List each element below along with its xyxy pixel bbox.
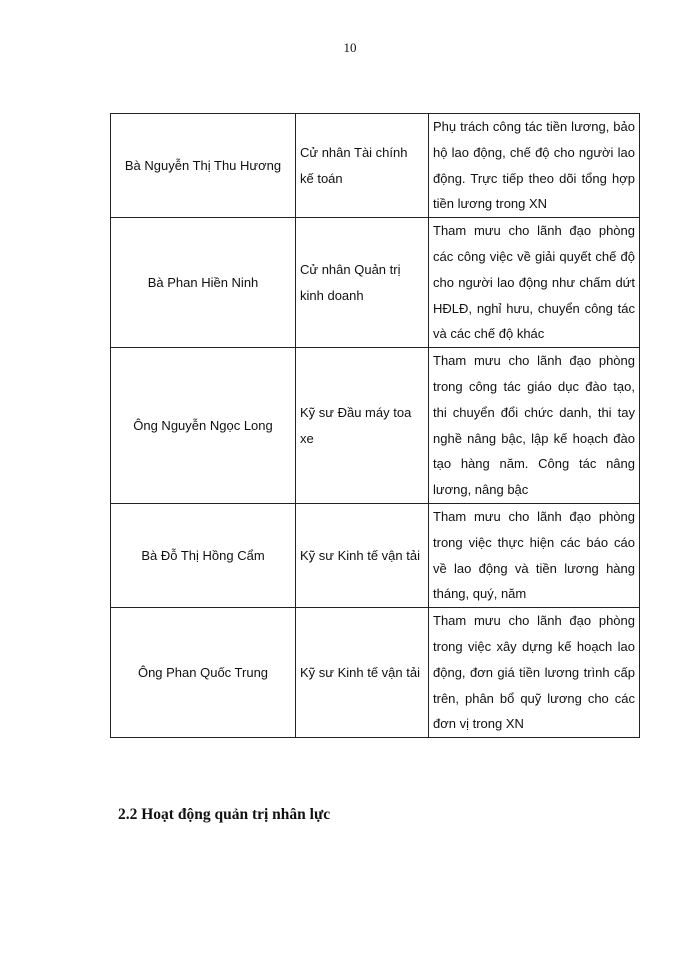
staff-degree: Cử nhân Tài chính kế toán [296,114,429,218]
staff-duty: Tham mưu cho lãnh đạo phòng trong công tác giáo dục đào tạo, thi chuyển đổi chức danh, thi tay nghề nâng bậc, lập kế hoạch đào tạo hàng năm. Công tác nâng lương, nâng bậc [429,348,640,504]
staff-degree: Cử nhân Quản trị kinh doanh [296,218,429,348]
staff-duty: Tham mưu cho lãnh đạo phòng các công việc về giải quyết chế độ cho người lao động như chấm dứt HĐLĐ, nghỉ hưu, chuyển công tác và các chế độ khác [429,218,640,348]
staff-name: Bà Đỗ Thị Hồng Cẩm [111,503,296,607]
staff-name: Bà Nguyễn Thị Thu Hương [111,114,296,218]
staff-name: Bà Phan Hiền Ninh [111,218,296,348]
staff-degree: Kỹ sư Kinh tế vận tải [296,503,429,607]
table-row [111,218,640,348]
section-heading: 2.2 Hoạt động quản trị nhân lực [118,806,331,823]
table-row [111,114,640,218]
staff-duty: Phụ trách công tác tiền lương, bảo hộ lao động, chế độ cho người lao động. Trực tiếp theo dõi tổng hợp tiền lương trong XN [429,114,640,218]
staff-name: Ông Phan Quốc Trung [111,608,296,738]
table-row [111,503,640,607]
staff-degree: Kỹ sư Đầu máy toa xe [296,348,429,504]
staff-duty: Tham mưu cho lãnh đạo phòng trong việc xây dựng kế hoạch lao động, đơn giá tiền lương trình cấp trên, phân bổ quỹ lương cho các đơn vị trong XN [429,608,640,738]
staff-duty: Tham mưu cho lãnh đạo phòng trong việc thực hiện các báo cáo về lao động và tiền lương hàng tháng, quý, năm [429,503,640,607]
staff-table [110,113,640,738]
table-row [111,608,640,738]
staff-name: Ông Nguyễn Ngọc Long [111,348,296,504]
page-number: 10 [343,40,357,55]
staff-degree: Kỹ sư Kinh tế vận tải [296,608,429,738]
table-row [111,348,640,504]
